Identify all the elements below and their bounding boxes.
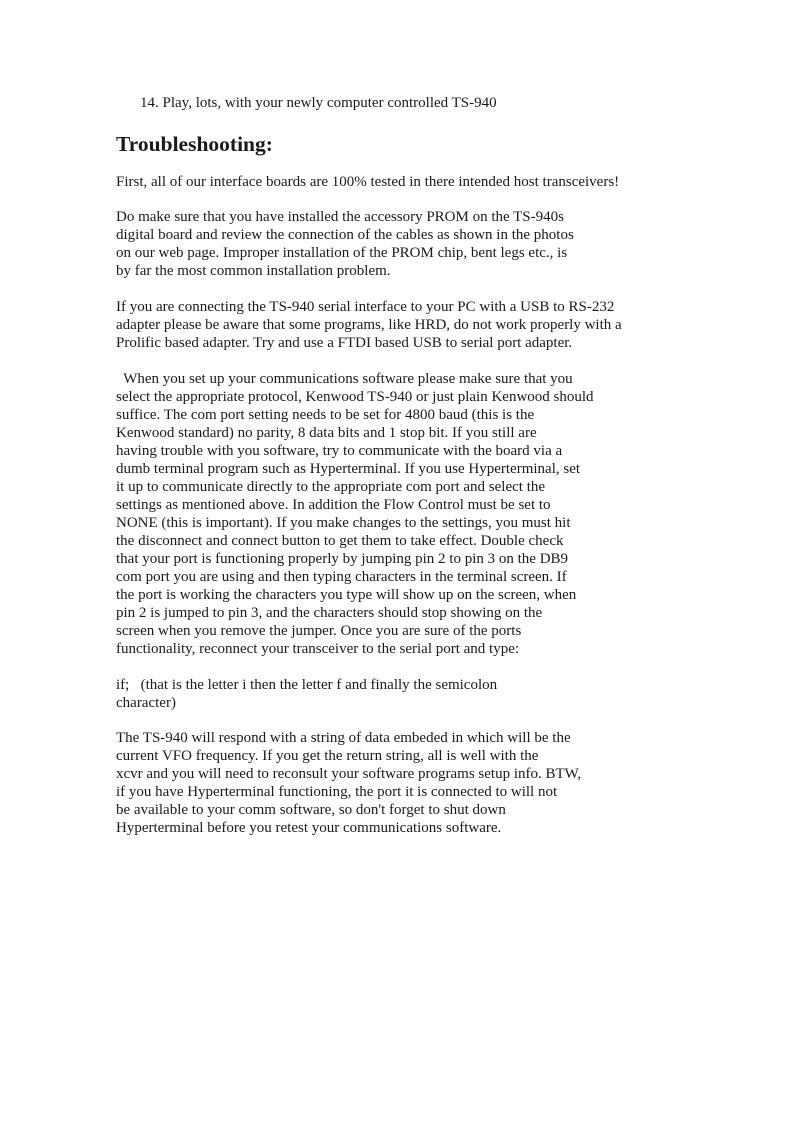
paragraph-1-line: First, all of our interface boards are 100% tested in there intended host transceivers! (116, 174, 620, 190)
paragraph-2-line: Do make sure that you have installed the accessory PROM on the TS-940s (116, 209, 564, 225)
paragraph-4-line: dumb terminal program such as Hyperterminal. If you use Hyperterminal, set (116, 461, 581, 477)
list-item-step-14: 14. Play, lots, with your newly computer controlled TS-940 (140, 95, 497, 111)
paragraph-6-line: xcvr and you will need to reconsult your software programs setup info. BTW, (116, 766, 582, 782)
paragraph-2-line: on our web page. Improper installation of the PROM chip, bent legs etc., is (116, 245, 568, 261)
paragraph-6-line: current VFO frequency. If you get the return string, all is well with the (116, 748, 539, 764)
paragraph-4-line: that your port is functioning properly by jumping pin 2 to pin 3 on the DB9 (116, 551, 569, 567)
paragraph-6-line: if you have Hyperterminal functioning, the port it is connected to will not (116, 784, 558, 800)
paragraph-4-line: suffice. The com port setting needs to be set for 4800 baud (this is the (116, 407, 535, 423)
paragraph-6-line: be available to your comm software, so don't forget to shut down (116, 802, 506, 818)
paragraph-6-line: The TS-940 will respond with a string of data embeded in which will be the (116, 730, 571, 746)
paragraph-4-line: the port is working the characters you type will show up on the screen, when (116, 587, 577, 603)
paragraph-3-line: If you are connecting the TS-940 serial interface to your PC with a USB to RS-232 (116, 299, 615, 315)
paragraph-4-line: functionality, reconnect your transceiver to the serial port and type: (116, 641, 520, 657)
paragraph-4-line: settings as mentioned above. In addition the Flow Control must be set to (116, 497, 551, 513)
paragraph-4-line: When you set up your communications software please make sure that you (116, 371, 573, 387)
paragraph-2-line: digital board and review the connection of the cables as shown in the photos (116, 227, 574, 243)
paragraph-2-line: by far the most common installation problem. (116, 263, 391, 279)
paragraph-4-line: screen when you remove the jumper. Once you are sure of the ports (116, 623, 522, 639)
paragraph-4-line: it up to communicate directly to the appropriate com port and select the (116, 479, 546, 495)
paragraph-4-line: com port you are using and then typing characters in the terminal screen. If (116, 569, 567, 585)
paragraph-4-line: pin 2 is jumped to pin 3, and the characters should stop showing on the (116, 605, 543, 621)
paragraph-5-line: if; (that is the letter i then the letter f and finally the semicolon (116, 677, 498, 693)
paragraph-6-line: Hyperterminal before you retest your communications software. (116, 820, 502, 836)
paragraph-4-line: the disconnect and connect button to get them to take effect. Double check (116, 533, 564, 549)
section-heading-troubleshooting: Troubleshooting: (116, 132, 273, 156)
paragraph-4-line: having trouble with you software, try to communicate with the board via a (116, 443, 563, 459)
paragraph-4-line: NONE (this is important). If you make changes to the settings, you must hit (116, 515, 571, 531)
paragraph-5-line: character) (116, 695, 176, 711)
paragraph-4-line: Kenwood standard) no parity, 8 data bits and 1 stop bit. If you still are (116, 425, 537, 441)
paragraph-3-line: Prolific based adapter. Try and use a FTDI based USB to serial port adapter. (116, 335, 573, 351)
paragraph-3-line: adapter please be aware that some programs, like HRD, do not work properly with a (116, 317, 622, 333)
paragraph-4-line: select the appropriate protocol, Kenwood TS-940 or just plain Kenwood should (116, 389, 594, 405)
